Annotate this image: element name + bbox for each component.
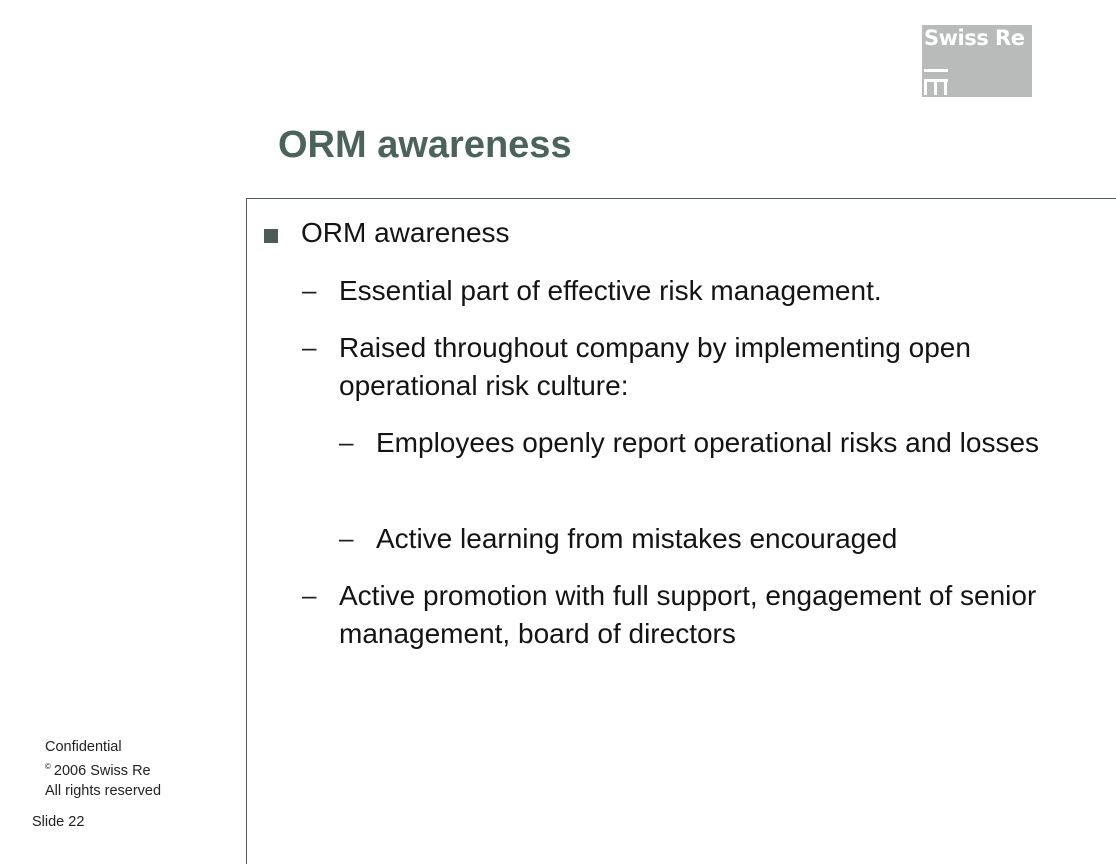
swiss-re-logo (922, 25, 1032, 97)
slide-title: ORM awareness (278, 124, 572, 166)
logo-wordmark: Swiss Re (924, 26, 1025, 50)
dash-bullet-icon: – (339, 427, 354, 457)
swiss-re-emblem-icon (924, 69, 948, 95)
confidential-label: Confidential (45, 739, 122, 755)
bullet-active-promotion: Active promotion with full support, engagement of senior management, board of directors (339, 580, 1037, 649)
dash-bullet-icon: – (302, 580, 317, 610)
footer-notice (45, 737, 161, 801)
dash-bullet-icon: – (302, 275, 317, 305)
copyright-line (45, 757, 161, 781)
dash-bullet-icon: – (339, 523, 354, 553)
rights-label: All rights reserved (45, 783, 162, 799)
slide-number: Slide 22 (32, 814, 85, 830)
bullet-employees: Employees openly report operational risks and losses (376, 427, 1040, 458)
bullet-active-learning: Active learning from mistakes encouraged (376, 523, 898, 554)
bullet-raised: Raised throughout company by implementing open operational risk culture: (339, 332, 971, 401)
dash-bullet-icon: – (302, 332, 317, 362)
square-bullet-icon (264, 229, 278, 243)
bullet-essential: Essential part of effective risk management. (339, 275, 882, 306)
copyright-symbol: © (45, 762, 51, 771)
bullet-main: ORM awareness (301, 217, 510, 248)
copyright-text: 2006 Swiss Re (53, 763, 151, 779)
